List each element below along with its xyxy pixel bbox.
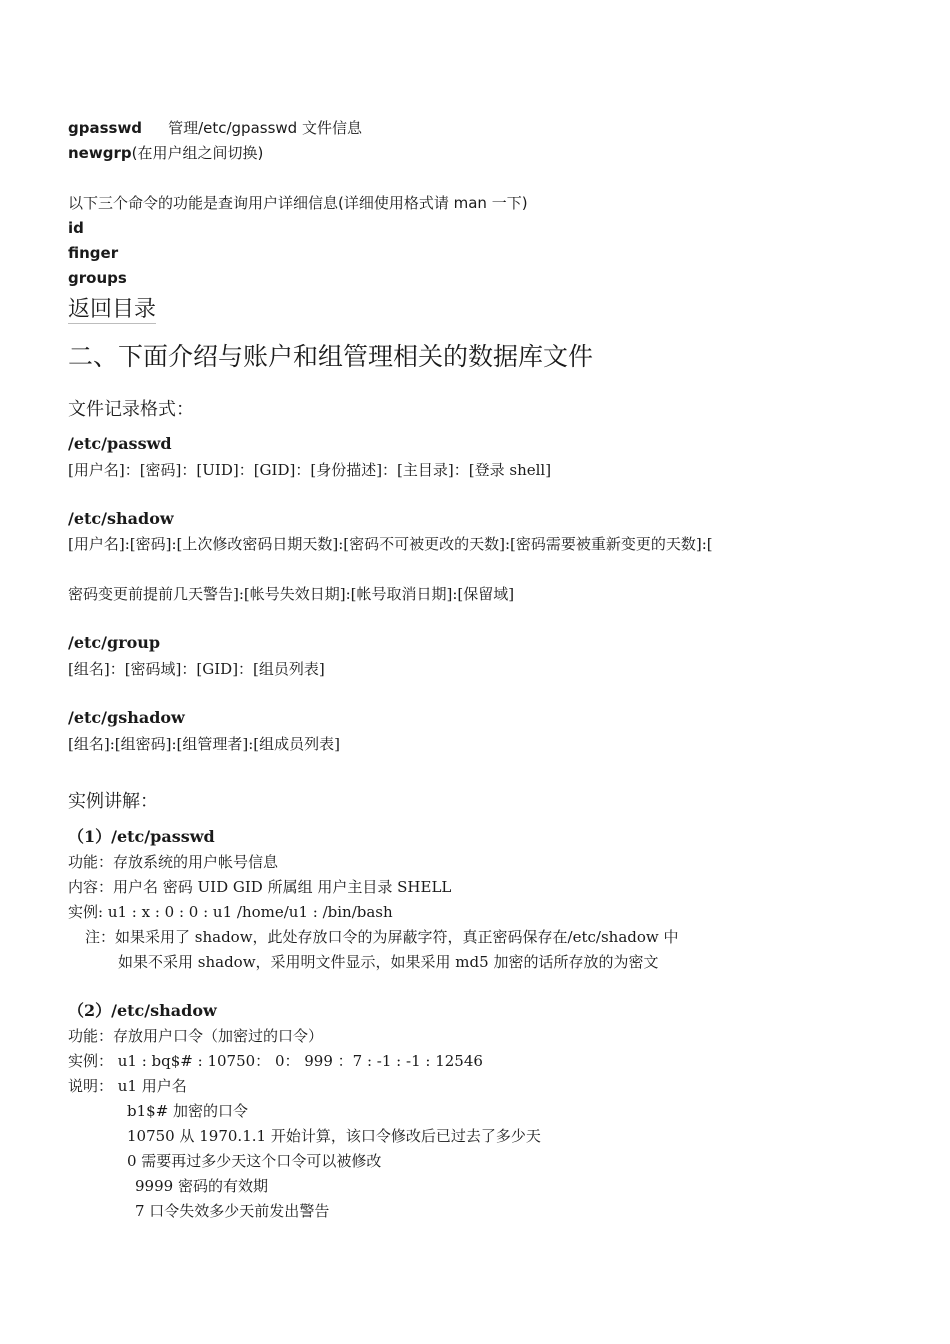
gpasswd-description: 管理/etc/gpasswd 文件信息 [168,119,362,137]
example-2-desc-5: 9999 密码的有效期 [135,1177,268,1195]
example-2-desc-label: 说明： u1 用户名 [68,1077,187,1095]
passwd-format: [用户名]：[密码]：[UID]：[GID]：[身份描述]：[主目录]：[登录 shell] [68,461,552,479]
query-intro: 以下三个命令的功能是查询用户详细信息(详细使用格式请 man 一下) [68,194,528,212]
passwd-file-title: /etc/passwd [68,434,172,453]
gpasswd-line [68,118,362,138]
example-2-function: 功能：存放用户口令（加密过的口令） [68,1027,324,1045]
format-heading: 文件记录格式： [68,399,194,420]
finger-command: finger [68,244,119,262]
section-title: 二、下面介绍与账户和组管理相关的数据库文件 [68,342,594,371]
shadow-format-line-2: 密码变更前提前几天警告]:[帐号失效日期]:[帐号取消日期]:[保留域] [68,585,515,603]
shadow-file-title: /etc/shadow [68,509,174,528]
gpasswd-command: gpasswd [68,119,143,137]
gshadow-file-title: /etc/gshadow [68,708,185,727]
example-2-desc-2: b1$# 加密的口令 [127,1102,249,1120]
example-2-title: （2）/etc/shadow [68,1001,217,1020]
group-format: [组名]：[密码域]：[GID]：[组员列表] [68,660,325,678]
example-1-sample: 实例: u1 : x : 0 : 0 : u1 /home/u1 : /bin/bash [68,903,393,921]
example-2-sample: 实例： u1 : bq$# : 10750： 0： 999 ：7 : -1 : -1 : 12546 [68,1052,483,1070]
back-to-toc-line [68,296,156,324]
example-1-note-2: 如果不采用 shadow，采用明文件显示，如果采用 md5 加密的话所存放的为密文 [118,953,659,971]
newgrp-description: (在用户组之间切换) [131,144,264,162]
newgrp-line [68,143,263,163]
gshadow-format: [组名]:[组密码]:[组管理者]:[组成员列表] [68,735,340,753]
groups-command: groups [68,269,127,287]
group-file-title: /etc/group [68,633,161,652]
example-2-desc-3: 10750 从 1970.1.1 开始计算，该口令修改后已过去了多少天 [127,1127,541,1145]
example-1-note-1: 注：如果采用了 shadow，此处存放口令的为屏蔽字符，真正密码保存在/etc/shadow 中 [85,928,679,946]
id-command: id [68,219,84,237]
example-2-desc-6: 7 口令失效多少天前发出警告 [135,1202,330,1220]
example-2-desc-4: 0 需要再过多少天这个口令可以被修改 [127,1152,382,1170]
back-to-toc-link[interactable]: 返回目录 [68,297,157,322]
example-1-content: 内容：用户名 密码 UID GID 所属组 用户主目录 SHELL [68,878,452,896]
newgrp-command: newgrp [68,144,132,162]
shadow-format-line-1: [用户名]:[密码]:[上次修改密码日期天数]:[密码不可被更改的天数]:[密码需要被重新变更的天数]:[ [68,535,713,553]
example-1-title: （1）/etc/passwd [68,827,215,846]
examples-heading: 实例讲解： [68,791,158,812]
example-1-function: 功能：存放系统的用户帐号信息 [68,853,279,871]
